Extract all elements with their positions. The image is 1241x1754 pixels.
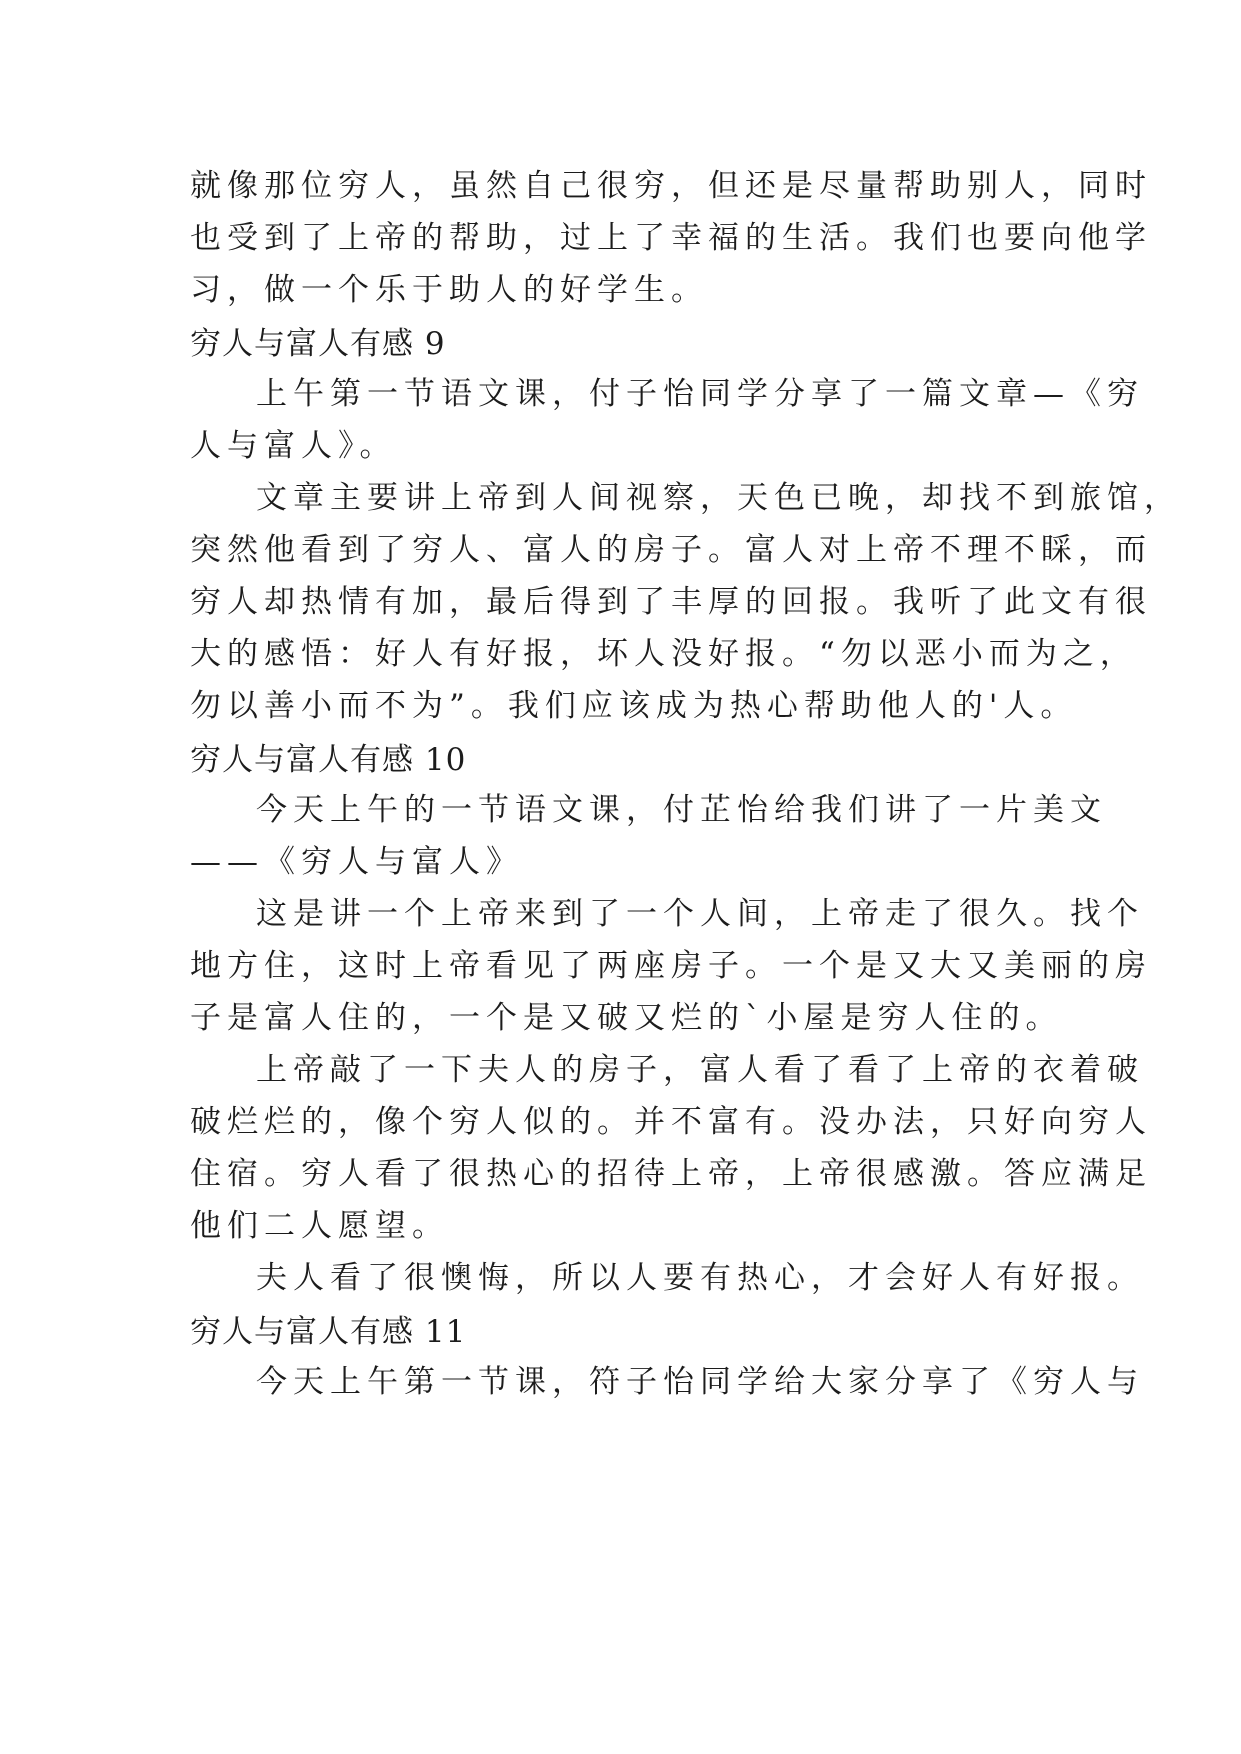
text-line: 夫人看了很懊悔，所以人要有热心，才会好人有好报。 bbox=[256, 1260, 1144, 1296]
section-title: 穷人与富人有感 9 bbox=[190, 326, 446, 362]
document-body bbox=[190, 160, 1181, 1408]
section-title: 穷人与富人有感 10 bbox=[190, 742, 467, 778]
section-10 bbox=[190, 736, 1152, 1304]
text-line: 文章主要讲上帝到人间视察，天色已晚，却找不到旅馆， bbox=[256, 480, 1181, 516]
text-line: 勿以善小而不为”。我们应该成为热心帮助他人的'人。 bbox=[190, 688, 1078, 724]
text-line: 上午第一节语文课，付子怡同学分享了一篇文章—《穷 bbox=[256, 376, 1144, 412]
text-line: 大的感悟：好人有好报，坏人没好报。“勿以恶小而为之， bbox=[190, 636, 1137, 672]
text-line: 也受到了上帝的帮助，过上了幸福的生活。我们也要向他学 bbox=[190, 220, 1152, 256]
section-11 bbox=[190, 1308, 1144, 1408]
paragraph bbox=[190, 368, 1144, 472]
text-line: 地方住，这时上帝看见了两座房子。一个是又大又美丽的房 bbox=[190, 948, 1152, 984]
paragraph bbox=[190, 784, 1107, 888]
paragraph bbox=[190, 472, 1181, 732]
text-line: 就像那位穷人，虽然自己很穷，但还是尽量帮助别人，同时 bbox=[190, 168, 1152, 204]
text-line: 突然他看到了穷人、富人的房子。富人对上帝不理不睬，而 bbox=[190, 532, 1152, 568]
text-line: 今天上午的一节语文课，付芷怡给我们讲了一片美文 bbox=[256, 792, 1107, 828]
text-line: 习，做一个乐于助人的好学生。 bbox=[190, 272, 708, 308]
text-line: 子是富人住的，一个是又破又烂的`小屋是穷人住的。 bbox=[190, 1000, 1063, 1036]
text-line: 他们二人愿望。 bbox=[190, 1208, 449, 1244]
text-line: 穷人却热情有加，最后得到了丰厚的回报。我听了此文有很 bbox=[190, 584, 1152, 620]
text-line: 这是讲一个上帝来到了一个人间，上帝走了很久。找个 bbox=[256, 896, 1144, 932]
text-line: 人与富人》。 bbox=[190, 428, 397, 464]
text-line: 破烂烂的，像个穷人似的。并不富有。没办法，只好向穷人 bbox=[190, 1104, 1152, 1140]
section-title: 穷人与富人有感 11 bbox=[190, 1314, 467, 1350]
intro-paragraph bbox=[190, 160, 1152, 316]
text-line: 今天上午第一节课，符子怡同学给大家分享了《穷人与 bbox=[256, 1364, 1144, 1400]
paragraph bbox=[190, 1356, 1144, 1408]
paragraph bbox=[190, 888, 1152, 1044]
text-line: 住宿。穷人看了很热心的招待上帝，上帝很感激。答应满足 bbox=[190, 1156, 1152, 1192]
text-line: ——《穷人与富人》 bbox=[190, 844, 523, 880]
paragraph bbox=[190, 1252, 1144, 1304]
paragraph bbox=[190, 1044, 1152, 1252]
text-line: 上帝敲了一下夫人的房子，富人看了看了上帝的衣着破 bbox=[256, 1052, 1144, 1088]
section-9 bbox=[190, 320, 1181, 732]
